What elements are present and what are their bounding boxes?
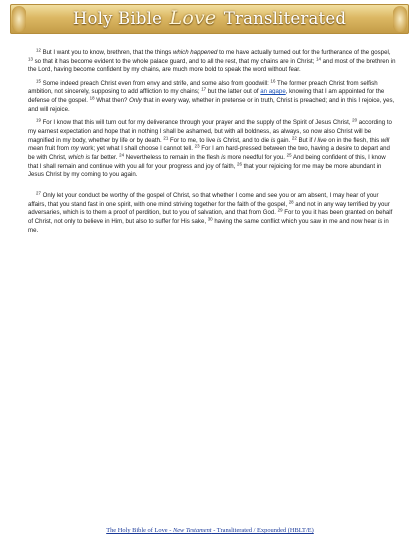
- verse-text: so that it has become evident to the whole palace guard, and to all the rest, that my chains are in Christ;: [32, 57, 317, 65]
- verse-text: For I am hard-pressed between the two, having a desire to depart and be with Christ,: [28, 145, 390, 161]
- title-left: Holy Bible: [72, 9, 163, 28]
- footer-link[interactable]: [0, 527, 420, 534]
- verse-text: The former preach Christ from selfish ambition, not sincerely, supposing to add affliction to my chains;: [28, 79, 378, 96]
- italic-text: is: [377, 218, 383, 226]
- verse-text: that in every way, whether in pretense or in truth, Christ is preached; and in this I rejoice, yes, and will rejoice.: [28, 97, 395, 113]
- verse-number: 12: [36, 47, 41, 53]
- italic-text: my: [70, 145, 79, 153]
- header-banner: [10, 4, 409, 34]
- paragraph-1: [28, 49, 396, 75]
- verse-text: far better.: [90, 153, 120, 161]
- verse-number: 20: [352, 117, 358, 123]
- verse-text: gain.: [275, 136, 292, 144]
- scripture-text: [28, 49, 396, 240]
- verse-text: according to my earnest expectation and hope that in nothing I shall be ashamed, but with all boldness, as always, so now also Christ will be magnified in my body, whether by life or by death.: [28, 119, 392, 144]
- verse-text: But I want you to know, brethren, that the things: [40, 49, 174, 56]
- verse-text: Christ, and to die: [221, 136, 271, 144]
- italic-text: which is: [68, 153, 90, 161]
- paragraph-2: [28, 80, 396, 115]
- verse-text: having the same conflict which you saw in me and now hear: [212, 218, 378, 226]
- footer-subtitle: - Transliterated / Expounded (HBLT/E): [211, 527, 314, 534]
- verse-text: For to you it has been granted on behalf of Christ, not only to believe in Him, but also to suffer for His sake,: [28, 209, 393, 226]
- verse-text: Some indeed preach Christ even from envy and strife, and some also from goodwill:: [40, 79, 271, 87]
- verse-text: but the latter out of: [206, 88, 261, 96]
- italic-text: is: [217, 136, 222, 144]
- footer-testament: New Testament: [172, 527, 212, 534]
- italic-text: is: [221, 153, 226, 161]
- italic-text: I live: [314, 136, 327, 144]
- verse-text: in me.: [28, 218, 389, 234]
- verse-text: , knowing that I am appointed for the defense of the gospel.: [28, 88, 385, 105]
- paragraph-3: [28, 119, 396, 180]
- title-love: Love: [169, 7, 217, 29]
- verse-number: 29: [277, 208, 283, 214]
- italic-text: Only: [129, 97, 142, 105]
- verse-text: For to me, to live: [168, 136, 218, 144]
- verse-number: 23: [194, 143, 200, 149]
- italic-text: will mean: [28, 136, 390, 153]
- verse-text: work; yet what I shall choose I cannot tell.: [78, 145, 195, 153]
- verse-text: And being confident of this, I know that I shall remain and continue with you all for your progress and joy of faith,: [28, 153, 386, 170]
- italic-text: which happened: [173, 49, 218, 56]
- verse-number: 22: [291, 135, 297, 141]
- verse-text: For I know that this will turn out for my deliverance through your prayer and the supply of the Spirit of Jesus Christ,: [40, 119, 353, 127]
- verse-number: 24: [119, 152, 125, 158]
- agape-link[interactable]: an agape: [260, 88, 286, 96]
- verse-number: 21: [163, 135, 169, 141]
- verse-number: 25: [286, 152, 292, 158]
- verse-number: 27: [36, 190, 41, 196]
- verse-number: 26: [237, 161, 242, 167]
- verse-text: more needful for you.: [225, 153, 287, 161]
- verse-number: 15: [36, 78, 41, 84]
- verse-number: 30: [207, 216, 213, 222]
- verse-number: 17: [201, 87, 207, 93]
- title-right: Transliterated: [223, 9, 347, 28]
- verse-text: that your rejoicing for me may be more abundant in Jesus Christ by my coming to you again.: [28, 162, 382, 179]
- italic-text: is: [270, 136, 276, 144]
- verse-number: 19: [36, 117, 41, 123]
- verse-number: 18: [89, 95, 95, 101]
- verse-text: fruit from: [43, 145, 71, 153]
- verse-number: 16: [270, 78, 276, 84]
- verse-text: Nevertheless to remain in the flesh: [124, 153, 222, 161]
- verse-text: But if: [296, 136, 315, 144]
- page-title: [10, 7, 409, 29]
- footer-title: The Holy Bible of Love -: [106, 527, 173, 534]
- verse-number: 14: [316, 56, 321, 62]
- verse-text: Only let your conduct be worthy of the gospel of Christ, so that whether I come and see you or am absent, I may hear of your affairs, that you stand fast in one spirit, with one mind striving together for the faith of the gospel,: [28, 192, 379, 208]
- verse-text: What then?: [94, 97, 130, 105]
- verse-text: on in the flesh, this: [326, 136, 381, 144]
- verse-number: 28: [288, 199, 294, 205]
- verse-text: to me have actually turned out for the furtherance of the gospel,: [217, 49, 391, 56]
- verse-number: 13: [28, 56, 33, 62]
- paragraph-4: [28, 192, 396, 236]
- verse-text: and not in any way terrified by your adversaries, which is to them a proof of perdition, but to you of salvation, and that from God.: [28, 200, 390, 217]
- verse-text: and most of the brethren in the Lord, having become confident by my chains, are much more bold to speak the word without fear.: [28, 57, 396, 74]
